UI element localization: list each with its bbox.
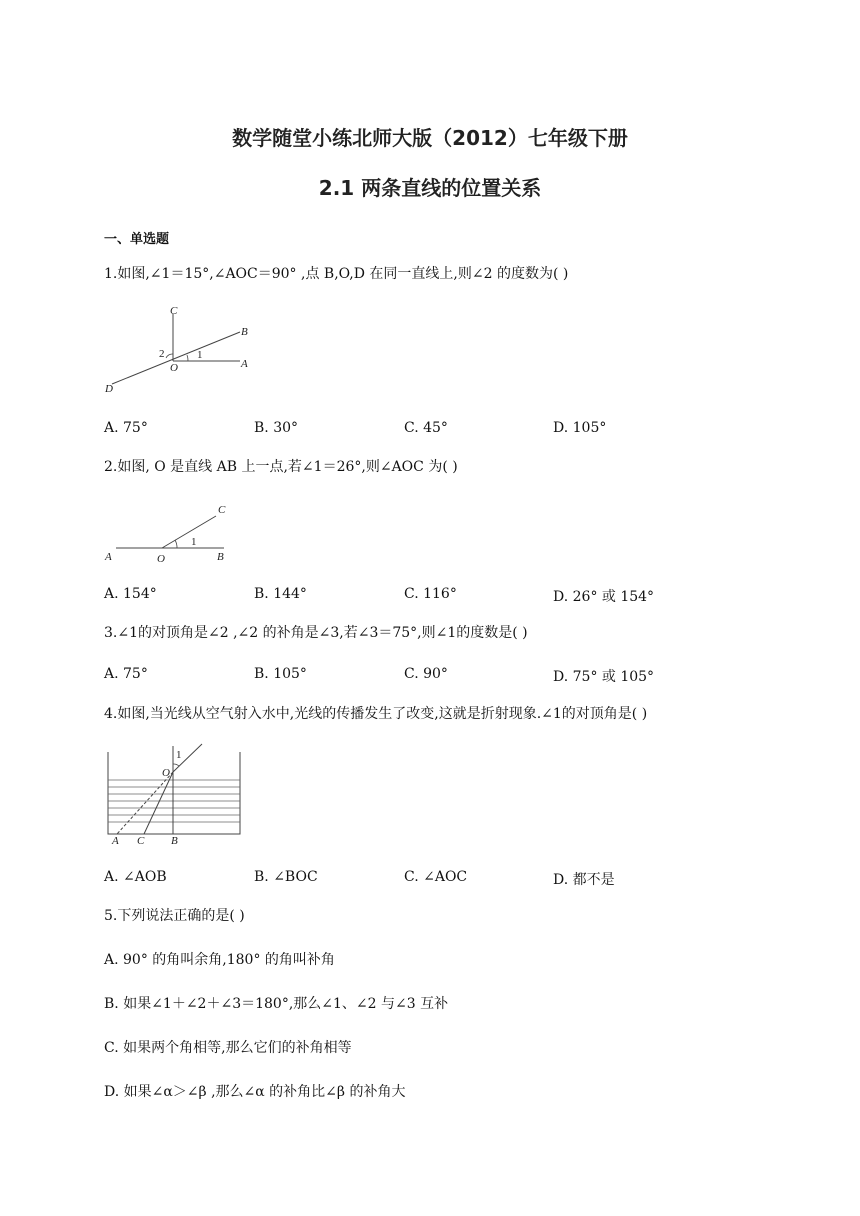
q4-label-1: 1 — [176, 749, 182, 761]
q4-label-a: A — [112, 835, 119, 847]
q4-option-b: B. ∠BOC — [254, 869, 318, 885]
question-2-figure — [100, 500, 240, 565]
q4-option-a: A. ∠AOB — [104, 869, 167, 885]
q3-option-a: A. 75° — [104, 666, 148, 682]
q5-option-b: B. 如果∠1＋∠2＋∠3＝180°,那么∠1、∠2 与∠3 互补 — [104, 996, 449, 1012]
question-4-figure — [100, 742, 250, 850]
q1-option-a: A. 75° — [104, 420, 148, 436]
q2-label-c: C — [218, 504, 226, 516]
q2-option-b: B. 144° — [254, 586, 307, 602]
q5-option-d: D. 如果∠α＞∠β ,那么∠α 的补角比∠β 的补角大 — [104, 1084, 406, 1100]
q1-label-a: A — [241, 358, 248, 370]
question-1-stem: 1.如图,∠1＝15°,∠AOC＝90° ,点 B,O,D 在同一直线上,则∠2 的度数为( ) — [104, 266, 569, 282]
q5-option-a: A. 90° 的角叫余角,180° 的角叫补角 — [104, 952, 335, 968]
q5-option-c: C. 如果两个角相等,那么它们的补角相等 — [104, 1040, 352, 1056]
q1-label-1: 1 — [197, 349, 203, 361]
q2-option-d: D. 26° 或 154° — [553, 589, 655, 605]
question-4-stem: 4.如图,当光线从空气射入水中,光线的传播发生了改变,这就是折射现象.∠1的对顶角是( ) — [104, 706, 648, 722]
q1-label-c: C — [170, 305, 178, 317]
section-heading: 一、单选题 — [104, 232, 170, 247]
q2-label-o: O — [157, 553, 165, 565]
q3-option-d: D. 75° 或 105° — [553, 669, 655, 685]
q1-option-c: C. 45° — [404, 420, 448, 436]
q1-label-o: O — [170, 362, 178, 374]
question-3-stem: 3.∠1的对顶角是∠2 ,∠2 的补角是∠3,若∠3＝75°,则∠1的度数是( ) — [104, 625, 528, 641]
q1-label-2: 2 — [159, 348, 165, 360]
q2-option-c: C. 116° — [404, 586, 457, 602]
q2-option-a: A. 154° — [104, 586, 157, 602]
question-2-stem: 2.如图, O 是直线 AB 上一点,若∠1＝26°,则∠AOC 为( ) — [104, 459, 458, 475]
document-title: 数学随堂小练北师大版（2012）七年级下册 — [232, 126, 628, 150]
document-subtitle: 2.1 两条直线的位置关系 — [318, 176, 542, 200]
q4-option-d: D. 都不是 — [553, 872, 615, 888]
q4-label-b: B — [171, 835, 178, 847]
q3-option-b: B. 105° — [254, 666, 307, 682]
q3-option-c: C. 90° — [404, 666, 448, 682]
q1-option-d: D. 105° — [553, 420, 607, 436]
q1-label-b: B — [241, 326, 248, 338]
q1-label-d: D — [105, 383, 113, 395]
q4-option-c: C. ∠AOC — [404, 869, 468, 885]
q4-label-o: O — [162, 767, 170, 779]
q2-label-b: B — [217, 551, 224, 563]
q1-option-b: B. 30° — [254, 420, 299, 436]
q4-label-c: C — [137, 835, 145, 847]
q2-label-a: A — [105, 551, 112, 563]
question-5-stem: 5.下列说法正确的是( ) — [104, 908, 245, 924]
q2-label-1: 1 — [191, 536, 197, 548]
q4-water-lines — [108, 780, 240, 822]
question-1-figure — [100, 300, 260, 400]
